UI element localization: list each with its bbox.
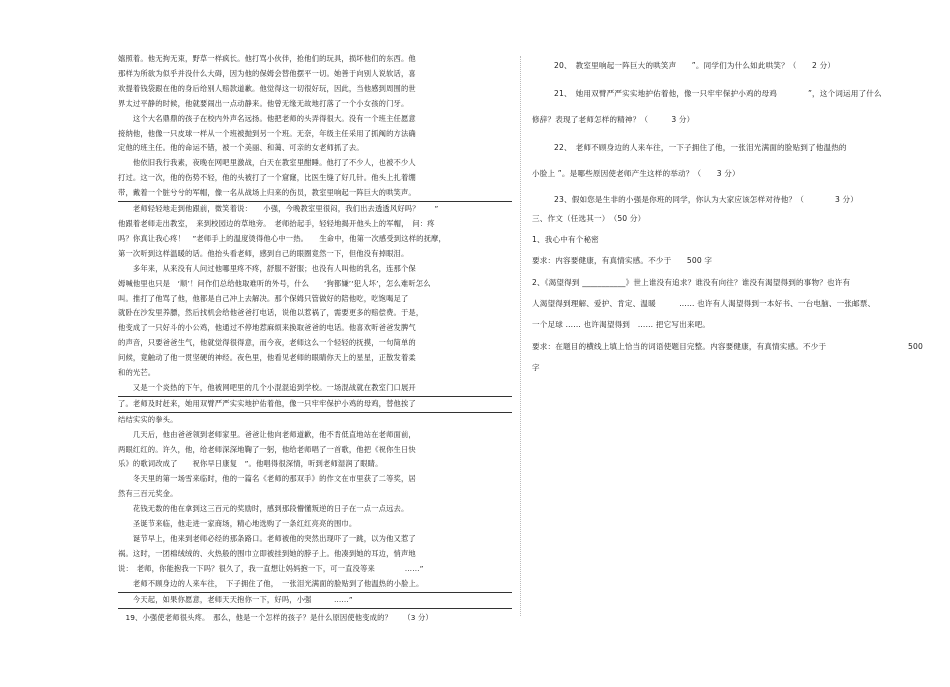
passage-line: 定他的班主任。他的命运不错，被一个美丽、和蔼、可亲的女老师抓了去。 bbox=[118, 143, 364, 153]
question-21-line2: 修辞？表现了老师怎样的精神？（ 3 分） bbox=[532, 115, 695, 124]
question-21-line1: 21、 她用双臂严严实实地护佑着他，像一只牢牢保护小鸡的母鸡 ”，这个词运用了什么 bbox=[554, 89, 882, 98]
passage-line: 他依旧我行我素，夜晚在网吧里激战，白天在教室里酣睡。他打了不少人，也被不少人 bbox=[118, 158, 416, 168]
composition-header: 三、作文（任选其一） （50 分） bbox=[532, 214, 646, 223]
passage-line: 两眼红红的。许久，他，给老师深深地鞠了一躬，他给老师唱了一首歌，他把《祝你生日快 bbox=[118, 444, 416, 454]
passage-line: 了。老师及时赶来，她用双臂严严实实地护佑着他，像一只牢牢保护小鸡的母鸡，替他挨了 bbox=[118, 397, 512, 413]
composition-topic-1: 1、我心中有个秘密 bbox=[532, 235, 599, 244]
passage-line: 叫。推打了他骂了他，他都是自己冲上去解决。那个保姆只管做好的陪他吃，吃饱喝足了 bbox=[118, 293, 409, 303]
question-22-line1: 22、 老师不顾身边的人来车往，一下子拥住了他，一张泪光满面的脸贴到了他温热的 bbox=[554, 143, 847, 152]
passage-line: 吗？你真让我心疼！ ”老师手上的温度烫得他心中一热。 生命中，他第一次感受到这样的抚摩， bbox=[118, 233, 446, 243]
passage-line: 老师不顾身边的人来车往， 下子拥住了他， 一张泪光满面的脸贴到了他温热的小脸上。 bbox=[118, 577, 512, 593]
passage-line: 圣诞节来临，他走进一家商场，精心地选购了一条红红亮亮的围巾。 bbox=[118, 519, 357, 529]
passage-line: 诞节早上，他来到老师必经的那条路口。老师被他的突然出现吓了一跳，以为他又惹了 bbox=[118, 534, 416, 543]
column-divider bbox=[520, 56, 521, 616]
question-19: 19、小强使老师很头疼。 那么，他是一个怎样的孩子？是什么原因使他变成的？ （3 分） bbox=[118, 612, 433, 622]
passage-line: 问候，竟触动了他一贯坚硬的神经。夜色里，他看见老师的眼睛你天上的星星，正散发着柔 bbox=[118, 353, 416, 363]
question-23: 23、假如您是生非的小强是你班的同学，你认为大家应该怎样对待他？（ 3 分） bbox=[554, 195, 859, 204]
passage-line: 冬天里的第一场雪来临时，他的一篇名《老师的那双手》的作文在市里获了二等奖，居 bbox=[118, 474, 416, 484]
passage-line: 花钱无数的他在拿到这三百元的奖励时，感到那段懵懂叛逆的日子在一点一点远去。 bbox=[118, 504, 409, 514]
passage-line: 他跟着老师走出教室， 来到校园边的草地旁。 老师抬起手，轻轻地揭开他头上的军帽， 问：疼 bbox=[118, 218, 435, 228]
passage-line: 就卧在沙发里养膘，然后找机会给他爸爸打电话，说他以惹祸了，需要更多的赔偿费。于是， bbox=[118, 308, 424, 318]
passage-line: 嬉照着。他无拘无束，野草一样疯长。他打骂小伙伴，抢他们的玩具，损坏他们的东西。他 bbox=[118, 54, 416, 63]
composition-topic-2-requirement: 要求：在题目的横线上填上恰当的词语使题目完整。内容要健康，有真情实感。不少于 bbox=[532, 342, 827, 351]
composition-topic-2-word-count: 500 bbox=[908, 342, 923, 351]
composition-topic-2-end: 字 bbox=[532, 363, 540, 372]
composition-topic-2-line1: 2、《渴望得到 ___________》世上谁没有追求？谁没有向往？谁没有渴望得到的事物？也许有 bbox=[532, 278, 851, 287]
passage-line: 这个大名鼎鼎的孩子在校内外声名远扬。他把老师的头弄得很大。没有一个班主任愿意 bbox=[118, 113, 416, 123]
passage-line: 接纳他，他像一只皮球一样从一个班被抛到另一个班。无奈，年级主任采用了抓阄的方法确 bbox=[118, 128, 416, 138]
composition-topic-2-line3: 一个足球 …… 也许渴望得到 …… 把它写出来吧。 bbox=[532, 320, 711, 329]
passage-line: 说： 老师，你能抱我一下吗？很久了，我一直想让妈妈抱一下，可一直没等来 ……” bbox=[118, 563, 424, 573]
reading-passage bbox=[118, 52, 512, 622]
passage-line: 姆喊他里也只是 ‘顺’！问作们总给他取难听的外号，什么 ‘狗都嫌’‘犯人坏’，怎么难听怎么 bbox=[118, 278, 431, 288]
composition-topic-1-requirement: 要求：内容要健康，有真情实感。不少于 500 字 bbox=[532, 256, 713, 265]
passage-line: 第一次听到这样温暖的话。他抬头看老师，感到自己的眼圈竟然一下，但他没有掉眼泪。 bbox=[118, 248, 409, 258]
passage-line: 带，戴着一个脏兮兮的军帽，像一名从战场上归来的伤员，教室里响起一阵巨大的哄笑声。 bbox=[118, 186, 512, 202]
passage-line: 欢提着钱袋跟在他的身后给别人赔款道歉。他觉得这一切很好玩，因此，当他感到周围的世 bbox=[118, 83, 416, 93]
questions-column bbox=[532, 58, 932, 618]
passage-line: 他变成了一只好斗的小公鸡，他通过不停地惹麻烦来换取爸爸的电话。他喜欢听爸爸发脾气 bbox=[118, 323, 416, 333]
passage-line: 界太过平静的时候，他就要闹出一点动静来。他曾无缘无故地打落了一个小女孩的门牙。 bbox=[118, 98, 409, 108]
passage-line: 多年来，从来没有人问过他哪里疼不疼，舒服不舒服；也没有人叫他的乳名，连那个保 bbox=[118, 263, 416, 273]
passage-line: 老师轻轻地走到他跟前，微笑着说： 小强，今晚教室里很闷，我们出去透透风好吗？ ” bbox=[118, 204, 439, 214]
passage-line: 和的光芒。 bbox=[118, 368, 156, 378]
passage-line: 祸。这时，一团棉绒绒的、火热般的围巾立即被挂到她的脖子上。他凑到她的耳边，悄声地 bbox=[118, 548, 416, 558]
passage-line: 打过。这一次，他的伤势不轻，他的头被打了一个窟窿，比医生缝了好几针。他头上扎着绷 bbox=[118, 173, 416, 183]
composition-topic-2-line2: 人渴望得到理解、爱护、肯定、温暖 …… 也许有人渴望得到一本好书、一台电脑、一张邮票、 bbox=[532, 299, 876, 308]
question-20: 20、 教室里响起一阵巨大的哄笑声 ”。同学们为什么如此哄笑？（ 2 分） bbox=[554, 61, 836, 70]
passage-line: 结结实实的拳头。 bbox=[118, 414, 178, 424]
passage-line: 几天后，他由爸爸领到老师家里。爸爸让他向老师道歉，他不肯低直地站在老师面前， bbox=[118, 429, 416, 439]
question-22-line2: 小脸上 ”。是哪些原因使老师产生这样的举动？（ 3 分） bbox=[532, 169, 740, 178]
passage-line: 又是一个炎热的下午，他被网吧里的几个小混混追到学校。一场混战就在教室门口展开 bbox=[118, 381, 512, 397]
passage-line: 然有三百元奖金。 bbox=[118, 489, 178, 499]
passage-line: 今天起，如果你愿意，老师天天抱你一下，好吗，小强 ……” bbox=[118, 593, 512, 609]
passage-line: 那样为所欲为似乎并没什么大碍，因为他的保姆会替他摆平一切。她善于向别人说软话，喜 bbox=[118, 68, 416, 78]
passage-line: 乐》的歌词改成了 祝你早日康复 ”。他唱得很深情，听到老师湿润了眼睛。 bbox=[118, 459, 383, 469]
passage-line: 的声音，只要爸爸生气，他就觉得很得意，而今夜，老师这么一个轻轻的抚摸，一句简单的 bbox=[118, 338, 416, 348]
